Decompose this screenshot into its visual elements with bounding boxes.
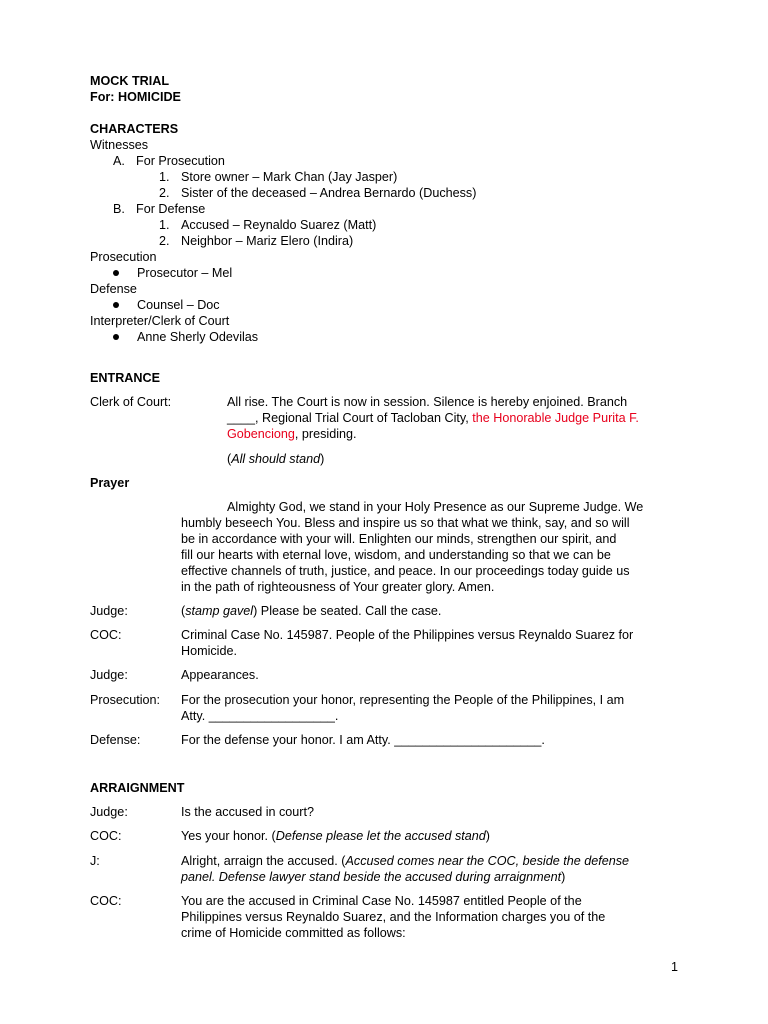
paren-close: ) bbox=[561, 870, 566, 884]
list-item-number: 1. bbox=[159, 170, 170, 184]
group-a-label: For Prosecution bbox=[136, 154, 225, 168]
dialogue-line: Is the accused in court? bbox=[181, 805, 315, 819]
speaker-label: Prosecution: bbox=[90, 693, 161, 707]
speaker-label: Clerk of Court: bbox=[90, 395, 172, 409]
dialogue-line: Atty. __________________. bbox=[181, 709, 339, 723]
speaker-label: COC: bbox=[90, 829, 122, 843]
stage-direction-text: stamp gavel bbox=[185, 604, 254, 618]
defense-item: Counsel – Doc bbox=[137, 298, 220, 312]
speaker-label: COC: bbox=[90, 894, 122, 908]
list-item: Sister of the deceased – Andrea Bernardo (Duchess) bbox=[181, 186, 477, 200]
witnesses-label: Witnesses bbox=[90, 138, 149, 152]
arraignment-heading: ARRAIGNMENT bbox=[90, 781, 185, 795]
prayer-line: humbly beseech You. Bless and inspire us so that what we think, say, and so will bbox=[181, 516, 630, 530]
entrance-line-3-text: , presiding. bbox=[294, 427, 357, 441]
dialogue-line bbox=[181, 853, 629, 869]
page-number: 1 bbox=[671, 960, 679, 974]
entrance-line-1: All rise. The Court is now in session. Silence is hereby enjoined. Branch bbox=[227, 395, 628, 409]
group-b-label: For Defense bbox=[136, 202, 206, 216]
interpreter-item: Anne Sherly Odevilas bbox=[137, 330, 259, 344]
list-item-number: 2. bbox=[159, 234, 170, 248]
dialogue-line: You are the accused in Criminal Case No. 145987 entitled People of the bbox=[181, 894, 582, 908]
dialogue-line: For the prosecution your honor, representing the People of the Philippines, I am bbox=[181, 693, 625, 707]
defense-label: Defense bbox=[90, 282, 137, 296]
bullet-icon bbox=[113, 270, 119, 276]
stage-direction-text: panel. Defense lawyer stand beside the accused during arraignment bbox=[181, 870, 562, 884]
prosecution-label: Prosecution bbox=[90, 250, 157, 264]
document-subtitle: For: HOMICIDE bbox=[90, 90, 181, 104]
speaker-label: COC: bbox=[90, 628, 122, 642]
bullet-item bbox=[113, 265, 232, 281]
paren-close: ) bbox=[320, 452, 325, 466]
dialogue-line bbox=[181, 828, 490, 844]
paren-close: ) bbox=[485, 829, 490, 843]
judge-name-highlight: the Honorable Judge Purita F. bbox=[472, 411, 639, 425]
bullet-icon bbox=[113, 334, 119, 340]
stage-direction-text: Defense please let the accused stand bbox=[275, 829, 486, 843]
bullet-icon bbox=[113, 302, 119, 308]
dialogue-line: Philippines versus Reynaldo Suarez, and the Information charges you of the bbox=[181, 910, 606, 924]
dialogue-line: Criminal Case No. 145987. People of the Philippines versus Reynaldo Suarez for bbox=[181, 628, 634, 642]
characters-heading: CHARACTERS bbox=[90, 122, 179, 136]
list-item-number: 2. bbox=[159, 186, 170, 200]
list-item-number: 1. bbox=[159, 218, 170, 232]
dialogue-text: ) Please be seated. Call the case. bbox=[253, 604, 442, 618]
prayer-line: be in accordance with your will. Enlighten our minds, strengthen our spirit, and bbox=[181, 532, 617, 546]
dialogue-text: Yes your honor. ( bbox=[181, 829, 276, 843]
document-title: MOCK TRIAL bbox=[90, 74, 170, 88]
speaker-label: Judge: bbox=[90, 805, 128, 819]
paren-open: ( bbox=[181, 604, 186, 618]
prayer-line: fill our hearts with eternal love, wisdom, and understanding so that we can be bbox=[181, 548, 611, 562]
interpreter-label: Interpreter/Clerk of Court bbox=[90, 314, 230, 328]
group-a-marker: A. bbox=[113, 154, 125, 168]
entrance-line-2-text: ____, Regional Trial Court of Tacloban City, bbox=[227, 411, 473, 425]
list-item: Accused – Reynaldo Suarez (Matt) bbox=[181, 218, 377, 232]
entrance-line-2 bbox=[227, 410, 639, 426]
stage-direction bbox=[227, 451, 324, 467]
speaker-label: Judge: bbox=[90, 668, 128, 682]
bullet-item bbox=[113, 329, 258, 345]
paren-open: ( bbox=[227, 452, 232, 466]
prayer-line: Almighty God, we stand in your Holy Presence as our Supreme Judge. We bbox=[227, 500, 644, 514]
judge-surname-highlight: Gobenciong bbox=[227, 427, 295, 441]
speaker-label: Defense: bbox=[90, 733, 141, 747]
stage-direction-text: All should stand bbox=[231, 452, 321, 466]
bullet-item bbox=[113, 297, 220, 313]
dialogue-line: Appearances. bbox=[181, 668, 259, 682]
entrance-heading: ENTRANCE bbox=[90, 371, 160, 385]
list-item: Neighbor – Mariz Elero (Indira) bbox=[181, 234, 354, 248]
list-item: Store owner – Mark Chan (Jay Jasper) bbox=[181, 170, 398, 184]
speaker-label: J: bbox=[90, 854, 100, 868]
prayer-heading: Prayer bbox=[90, 476, 130, 490]
speaker-label: Judge: bbox=[90, 604, 128, 618]
dialogue-line: For the defense your honor. I am Atty. _____________________. bbox=[181, 733, 545, 747]
dialogue-line: crime of Homicide committed as follows: bbox=[181, 926, 406, 940]
entrance-line-3 bbox=[227, 426, 357, 442]
prayer-line: in the path of righteousness of Your greater glory. Amen. bbox=[181, 580, 495, 594]
group-b-marker: B. bbox=[113, 202, 125, 216]
prosecution-item: Prosecutor – Mel bbox=[137, 266, 233, 280]
prayer-line: effective channels of truth, justice, and peace. In our proceedings today guide us bbox=[181, 564, 630, 578]
stage-direction-text: Accused comes near the COC, beside the defense bbox=[345, 854, 630, 868]
dialogue-line bbox=[181, 869, 565, 885]
dialogue-text: Alright, arraign the accused. ( bbox=[181, 854, 346, 868]
dialogue-line bbox=[181, 603, 441, 619]
dialogue-line: Homicide. bbox=[181, 644, 237, 658]
